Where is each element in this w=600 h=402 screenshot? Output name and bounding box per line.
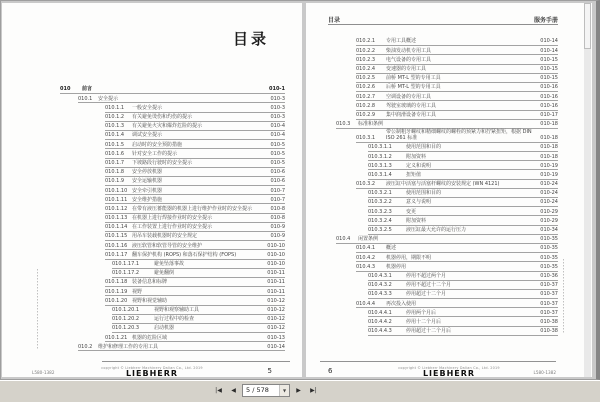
entry-page: 010-3: [270, 114, 285, 120]
entry-page: 010-7: [270, 187, 285, 194]
entry-number: 010.1.12: [105, 205, 128, 212]
entry-number: 010.1.11: [105, 196, 128, 203]
entry-title: 变速器的专用工具: [386, 66, 427, 72]
entry-number: 010.4: [336, 236, 351, 243]
toc-list-left: [2, 85, 285, 351]
entry-title: 在机器上进行焊接作业时的安全提示: [132, 215, 213, 222]
entry-title: 闲置条例: [358, 236, 379, 243]
entry-title: 带公制粗牙螺纹和精细螺纹的螺栓的预紧力和拧紧扭矩，根据 DIN ISO 261 标准: [386, 128, 532, 142]
entry-title: 机器停用，期限不明: [386, 254, 432, 261]
entry-title: 使用范围和目的: [406, 190, 442, 197]
entry-page: 010-35: [540, 236, 558, 243]
entry-number: 010.1.2: [105, 114, 125, 120]
entry-number: 010.1.6: [105, 150, 125, 157]
entry-page: 010-10: [267, 261, 285, 267]
footer-divider: [320, 361, 556, 362]
toc-entry: [105, 287, 285, 296]
entry-number: 010.3.1.4: [368, 171, 392, 178]
entry-number: 010.1: [78, 95, 93, 102]
toc-entry: [78, 342, 285, 351]
entry-title: 标准和条例: [358, 121, 384, 128]
toc-entry: [105, 296, 285, 305]
toc-entry: [105, 159, 285, 168]
entry-number: 010.1.15: [105, 233, 128, 240]
page-number-combo[interactable]: [242, 384, 290, 397]
entry-page: 010-10: [267, 251, 285, 258]
entry-number: 010.4.4.2: [368, 318, 392, 325]
entry-title: 停用十二个月后: [406, 318, 442, 325]
toc-entry: [368, 161, 558, 170]
entry-page: 010-12: [267, 316, 285, 323]
entry-title: 机器的危险区域: [132, 334, 168, 341]
toc-entry: [336, 120, 558, 129]
toc-entry: [368, 216, 558, 225]
entry-number: 010.2.5: [356, 75, 376, 82]
entry-title: 停用两个月后: [406, 309, 437, 316]
toc-entry: [105, 140, 285, 149]
toc-entry: [368, 290, 558, 299]
last-page-button[interactable]: ▶|: [310, 386, 317, 394]
entry-title: 翻车保护机构 (ROPS) 和落石保护结构 (FOPS): [132, 251, 237, 258]
toc-entry: [105, 333, 285, 342]
viewer-toolbar: [0, 380, 600, 402]
toc-entry: [356, 244, 558, 253]
entry-number: 010.3.2.5: [368, 227, 392, 233]
entry-title: 一般安全提示: [132, 104, 163, 111]
entry-page: 010-10: [267, 242, 285, 249]
footer-divider: [102, 361, 290, 362]
entry-title: 在带有液压蓄能器的机器上进行维护作业时的安全提示: [132, 205, 253, 212]
toc-entry: [105, 149, 285, 158]
toc-entry: [356, 253, 558, 262]
entry-title: 调试安全提示: [132, 132, 163, 139]
toc-entry: [112, 306, 285, 315]
entry-number: 010.1.9: [105, 178, 125, 185]
entry-title: 电气设备的专用工具: [386, 56, 432, 63]
entry-page: 010-24: [540, 181, 558, 188]
entry-page: 010-3: [270, 104, 285, 111]
entry-page: 010-37: [540, 309, 558, 316]
entry-page: 010-14: [267, 343, 285, 350]
entry-number: 010.4.3: [356, 263, 376, 270]
toc-entry: [356, 65, 558, 74]
entry-title: 视野和观察辅助工具: [154, 306, 200, 313]
toc-entry: [105, 186, 285, 195]
toc-entry: [356, 46, 558, 55]
entry-page: 010-15: [540, 56, 558, 63]
entry-page: 010-5: [270, 159, 285, 166]
toc-entry: [105, 103, 285, 112]
entry-title: 运行过程中的检查: [154, 316, 195, 323]
entry-page: 010-7: [270, 196, 285, 203]
toc-entry: [105, 177, 285, 186]
entry-page: 010-24: [540, 190, 558, 197]
entry-title: 针对安全工作的提示: [132, 150, 178, 157]
entry-number: 010.3.2.4: [368, 217, 392, 224]
entry-page: 010-34: [540, 227, 558, 233]
entry-page: 010-16: [540, 84, 558, 91]
entry-title: 集中润滑设备专用工具: [386, 111, 437, 118]
entry-number: 010.1.20.2: [112, 316, 140, 323]
entry-page: 010-13: [267, 334, 285, 341]
entry-number: 010.2.7: [356, 93, 376, 100]
entry-page: 010-5: [270, 150, 285, 157]
entry-page: 010-6: [270, 178, 285, 185]
entry-number: 010.4.4: [356, 300, 376, 307]
entry-number: 010.1.4: [105, 132, 125, 139]
entry-number: 010.1.10: [105, 187, 128, 194]
running-header: [328, 14, 558, 25]
toc-entry: [368, 189, 558, 198]
entry-title: 概述: [386, 245, 397, 252]
entry-title: 液压缸中活塞与活塞杆螺纹的安装规定 (WN 4121): [386, 181, 500, 188]
entry-title: 后桥 MT-L 型的专用工具: [386, 84, 441, 91]
entry-page: 010-17: [540, 111, 558, 118]
toc-entry: [368, 281, 558, 290]
entry-title: 使用范围和目的: [406, 144, 442, 151]
entry-page: 010-19: [540, 171, 558, 178]
entry-page: 010-8: [270, 205, 285, 212]
page-navigation: [212, 383, 320, 397]
toc-entry: [368, 198, 558, 207]
entry-number: 010.4.4.3: [368, 328, 392, 335]
entry-page: 010-4: [270, 123, 285, 130]
entry-page: 010-19: [540, 162, 558, 169]
entry-number: 010: [60, 86, 71, 93]
entry-number: 010.1.17.2: [112, 270, 140, 277]
toc-entry: [356, 262, 558, 271]
entry-page: 010-14: [540, 38, 558, 45]
toc-entry: [112, 324, 285, 333]
header-right: 服务手册: [533, 17, 558, 24]
toc-entry: [60, 85, 285, 94]
entry-page: 010-18: [540, 121, 558, 128]
entry-title: 在工作装置上进行作业时的安全提示: [132, 224, 213, 231]
toc-entry: [368, 317, 558, 326]
entry-number: 010.4.3.2: [368, 282, 392, 289]
entry-title: 维护和修理工作的专用工具: [98, 343, 159, 350]
toc-entry: [368, 308, 558, 317]
scrollbar-thumb[interactable]: [584, 3, 591, 49]
entry-number: 010.1.20.3: [112, 325, 140, 332]
copyright-text: copyright © Liebherr Machinery Dalian Co., Ltd. 2019: [398, 366, 500, 370]
document-id: L580-1382: [533, 370, 556, 375]
entry-page: 010-5: [270, 141, 285, 148]
entry-page: 010-11: [267, 279, 285, 286]
entry-title: 定义和说明: [406, 162, 432, 169]
entry-title: 下坡路段行驶时的安全提示: [132, 159, 193, 166]
entry-number: 010.1.19: [105, 288, 128, 295]
entry-number: 010.3.1: [356, 135, 376, 142]
entry-title: 视野和视觉辅助: [132, 297, 168, 304]
entry-page: 010-24: [540, 199, 558, 206]
right-page: [306, 3, 592, 377]
toc-entry: [105, 131, 285, 140]
toc-entry: [105, 250, 285, 259]
entry-number: 010.4.2: [356, 254, 376, 261]
toc-entry: [356, 55, 558, 64]
entry-page: 010-8: [270, 215, 285, 222]
toc-entry: [105, 195, 285, 204]
entry-page: 010-12: [267, 325, 285, 332]
entry-title: 装备信息和标牌: [132, 279, 168, 286]
entry-title: 用吊车装载机器时的安全规定: [132, 233, 198, 240]
toc-entry: [112, 315, 285, 324]
entry-number: 010.1.8: [105, 169, 125, 176]
entry-title: 启动时的安全预防措施: [132, 141, 183, 148]
entry-number: 010.2.8: [356, 102, 376, 109]
entry-number: 010.3.1.3: [368, 162, 392, 169]
entry-title: 扭矩值: [406, 171, 422, 178]
entry-page: 010-35: [540, 245, 558, 252]
entry-page: 010-9: [270, 224, 285, 231]
page-number: 6: [328, 367, 333, 375]
entry-number: 010.1.18: [105, 279, 128, 286]
entry-number: 010.2.1: [356, 38, 376, 45]
entry-number: 010.3.2.3: [368, 208, 392, 215]
toc-entry: [105, 241, 285, 250]
entry-page: 010-35: [540, 263, 558, 270]
toc-entry: [368, 226, 558, 235]
toc-entry: [356, 180, 558, 189]
entry-number: 010.2: [78, 343, 93, 350]
entry-page: 010-37: [540, 291, 558, 298]
page-number: 5: [267, 367, 272, 375]
entry-number: 010.2.2: [356, 47, 376, 54]
header-left: 目录: [328, 17, 341, 24]
document-id: L580-1382: [32, 370, 55, 375]
liebherr-logo: LIEBHERR: [125, 369, 179, 378]
entry-title: 附加资料: [406, 153, 427, 160]
entry-number: 010.3: [336, 121, 351, 128]
entry-page: 010-14: [540, 47, 558, 54]
toc-entry: [105, 168, 285, 177]
entry-title: 停用不超过两个月: [406, 272, 447, 279]
entry-page: 010-29: [540, 208, 558, 215]
toc-entry: [105, 214, 285, 223]
entry-page: 010-6: [270, 169, 285, 176]
page-indicator[interactable]: 5 / 578: [246, 386, 269, 394]
entry-number: 010.1.1: [105, 104, 125, 111]
entry-title: 安全维护措施: [132, 196, 163, 203]
vertical-id-text: [563, 259, 564, 333]
entry-number: 010.3.1.1: [368, 144, 392, 151]
entry-number: 010.4.3.1: [368, 272, 392, 279]
entry-number: 010.4.4.1: [368, 309, 392, 316]
toc-entry: [105, 232, 285, 241]
toc-entry: [105, 278, 285, 287]
entry-title: 柴油发动机专用工具: [386, 47, 432, 54]
chevron-down-icon[interactable]: ▼: [279, 385, 289, 396]
liebherr-logo: LIEBHERR: [422, 369, 476, 378]
entry-number: 010.2.9: [356, 111, 376, 118]
toc-entry: [105, 204, 285, 213]
entry-title: 停用不超过十二个月: [406, 282, 452, 289]
next-page-button[interactable]: ▶: [296, 386, 301, 394]
entry-page: 010-15: [540, 66, 558, 72]
toc-entry: [368, 152, 558, 161]
toc-entry: [356, 74, 558, 83]
entry-title: 前桥 MT-L 型的专用工具: [386, 75, 441, 82]
entry-page: 010-11: [267, 288, 285, 295]
entry-number: 010.1.17.1: [112, 261, 140, 267]
toc-entry: [336, 235, 558, 244]
entry-page: 010-12: [267, 297, 285, 304]
entry-number: 010.1.21: [105, 334, 128, 341]
toc-entry: [78, 94, 285, 103]
entry-number: 010.1.16: [105, 242, 128, 249]
entry-title: 启动机器: [154, 325, 175, 332]
entry-page: 010-11: [267, 270, 285, 277]
entry-page: 010-18: [540, 135, 558, 142]
entry-number: 010.3.2: [356, 181, 376, 188]
entry-page: 010-38: [540, 328, 558, 335]
left-page: [2, 3, 302, 377]
entry-number: 010.2.3: [356, 56, 376, 63]
entry-page: 010-18: [540, 144, 558, 151]
entry-title: 停用超过十二个月: [406, 291, 447, 298]
entry-title: 停用超过十二个月后: [406, 328, 452, 335]
entry-page: 010-1: [269, 86, 285, 93]
toc-entry: [368, 207, 558, 216]
entry-title: 驾驶室玻璃的专用工具: [386, 102, 437, 109]
toc-entry: [368, 272, 558, 281]
first-page-button[interactable]: |◀: [215, 386, 222, 394]
entry-page: 010-4: [270, 132, 285, 139]
entry-page: 010-16: [540, 102, 558, 109]
entry-page: 010-15: [540, 75, 558, 82]
entry-number: 010.1.13: [105, 215, 128, 222]
entry-number: 010.1.20: [105, 297, 128, 304]
entry-title: 专用工具概述: [386, 38, 417, 45]
toc-entry: [112, 260, 285, 269]
entry-title: 变更: [406, 208, 417, 215]
entry-number: 010.1.5: [105, 141, 125, 148]
toc-entry: [105, 223, 285, 232]
entry-page: 010-35: [540, 254, 558, 261]
entry-number: 010.3.2.1: [368, 190, 392, 197]
entry-number: 010.1.7: [105, 159, 125, 166]
toc-entry: [356, 129, 558, 143]
entry-title: 机器停用: [386, 263, 407, 270]
entry-page: 010-37: [540, 282, 558, 289]
entry-number: 010.1.20.1: [112, 306, 140, 313]
entry-page: 010-18: [540, 153, 558, 160]
entry-title: 安全牵引机器: [132, 187, 163, 194]
entry-page: 010-37: [540, 300, 558, 307]
toc-entry: [356, 83, 558, 92]
entry-number: 010.3.1.2: [368, 153, 392, 160]
entry-title: 附加资料: [406, 217, 427, 224]
toc-entry: [105, 122, 285, 131]
entry-title: 有关避免烫伤和灼伤的提示: [132, 114, 193, 120]
entry-number: 010.4.3.3: [368, 291, 392, 298]
entry-title: 视野: [132, 288, 143, 295]
entry-title: 意义与说明: [406, 199, 432, 206]
entry-number: 010.2.6: [356, 84, 376, 91]
toc-entry: [368, 143, 558, 152]
entry-number: 010.1.14: [105, 224, 128, 231]
entry-page: 010-16: [540, 93, 558, 100]
entry-number: 010.2.4: [356, 66, 376, 72]
entry-title: 避免翻倒: [154, 270, 175, 277]
entry-title: 空调设备的专用工具: [386, 93, 432, 100]
entry-title: 液压软管和软管导管的安全维护: [132, 242, 203, 249]
entry-page: 010-9: [270, 233, 285, 240]
entry-page: 010-29: [540, 217, 558, 224]
copyright-text: copyright © Liebherr Machinery Dalian Co., Ltd. 2019: [101, 366, 203, 370]
page-title: 目录: [232, 30, 269, 48]
entry-page: 010-3: [270, 95, 285, 102]
toc-list-right: [306, 37, 558, 336]
vertical-scrollbar[interactable]: [584, 3, 591, 377]
entry-page: 010-12: [267, 306, 285, 313]
toc-entry: [368, 170, 558, 179]
toc-entry: [356, 101, 558, 110]
entry-number: 010.3.2.2: [368, 199, 392, 206]
entry-number: 010.1.17: [105, 251, 128, 258]
entry-title: 再次投入使用: [386, 300, 417, 307]
entry-page: 010-38: [540, 318, 558, 325]
entry-title: 前言: [82, 86, 93, 93]
previous-page-button[interactable]: ◀: [231, 386, 236, 394]
entry-title: 安全停放机器: [132, 169, 163, 176]
toc-entry: [356, 111, 558, 120]
entry-title: 避免坠落事故: [154, 261, 185, 267]
entry-title: 液压缸最大允许的运行压力: [406, 227, 467, 233]
toc-entry: [356, 37, 558, 46]
toc-entry: [368, 327, 558, 336]
entry-title: 有关避免火灾和爆炸危险的提示: [132, 123, 203, 130]
vertical-id-text: [37, 269, 38, 349]
entry-page: 010-36: [540, 272, 558, 279]
toc-entry: [356, 299, 558, 308]
toc-entry: [356, 92, 558, 101]
toc-entry: [105, 113, 285, 122]
entry-number: 010.4.1: [356, 245, 376, 252]
entry-title: 安全提示: [98, 95, 119, 102]
entry-number: 010.1.3: [105, 123, 125, 130]
entry-title: 安全运输机器: [132, 178, 163, 185]
toc-entry: [112, 269, 285, 278]
